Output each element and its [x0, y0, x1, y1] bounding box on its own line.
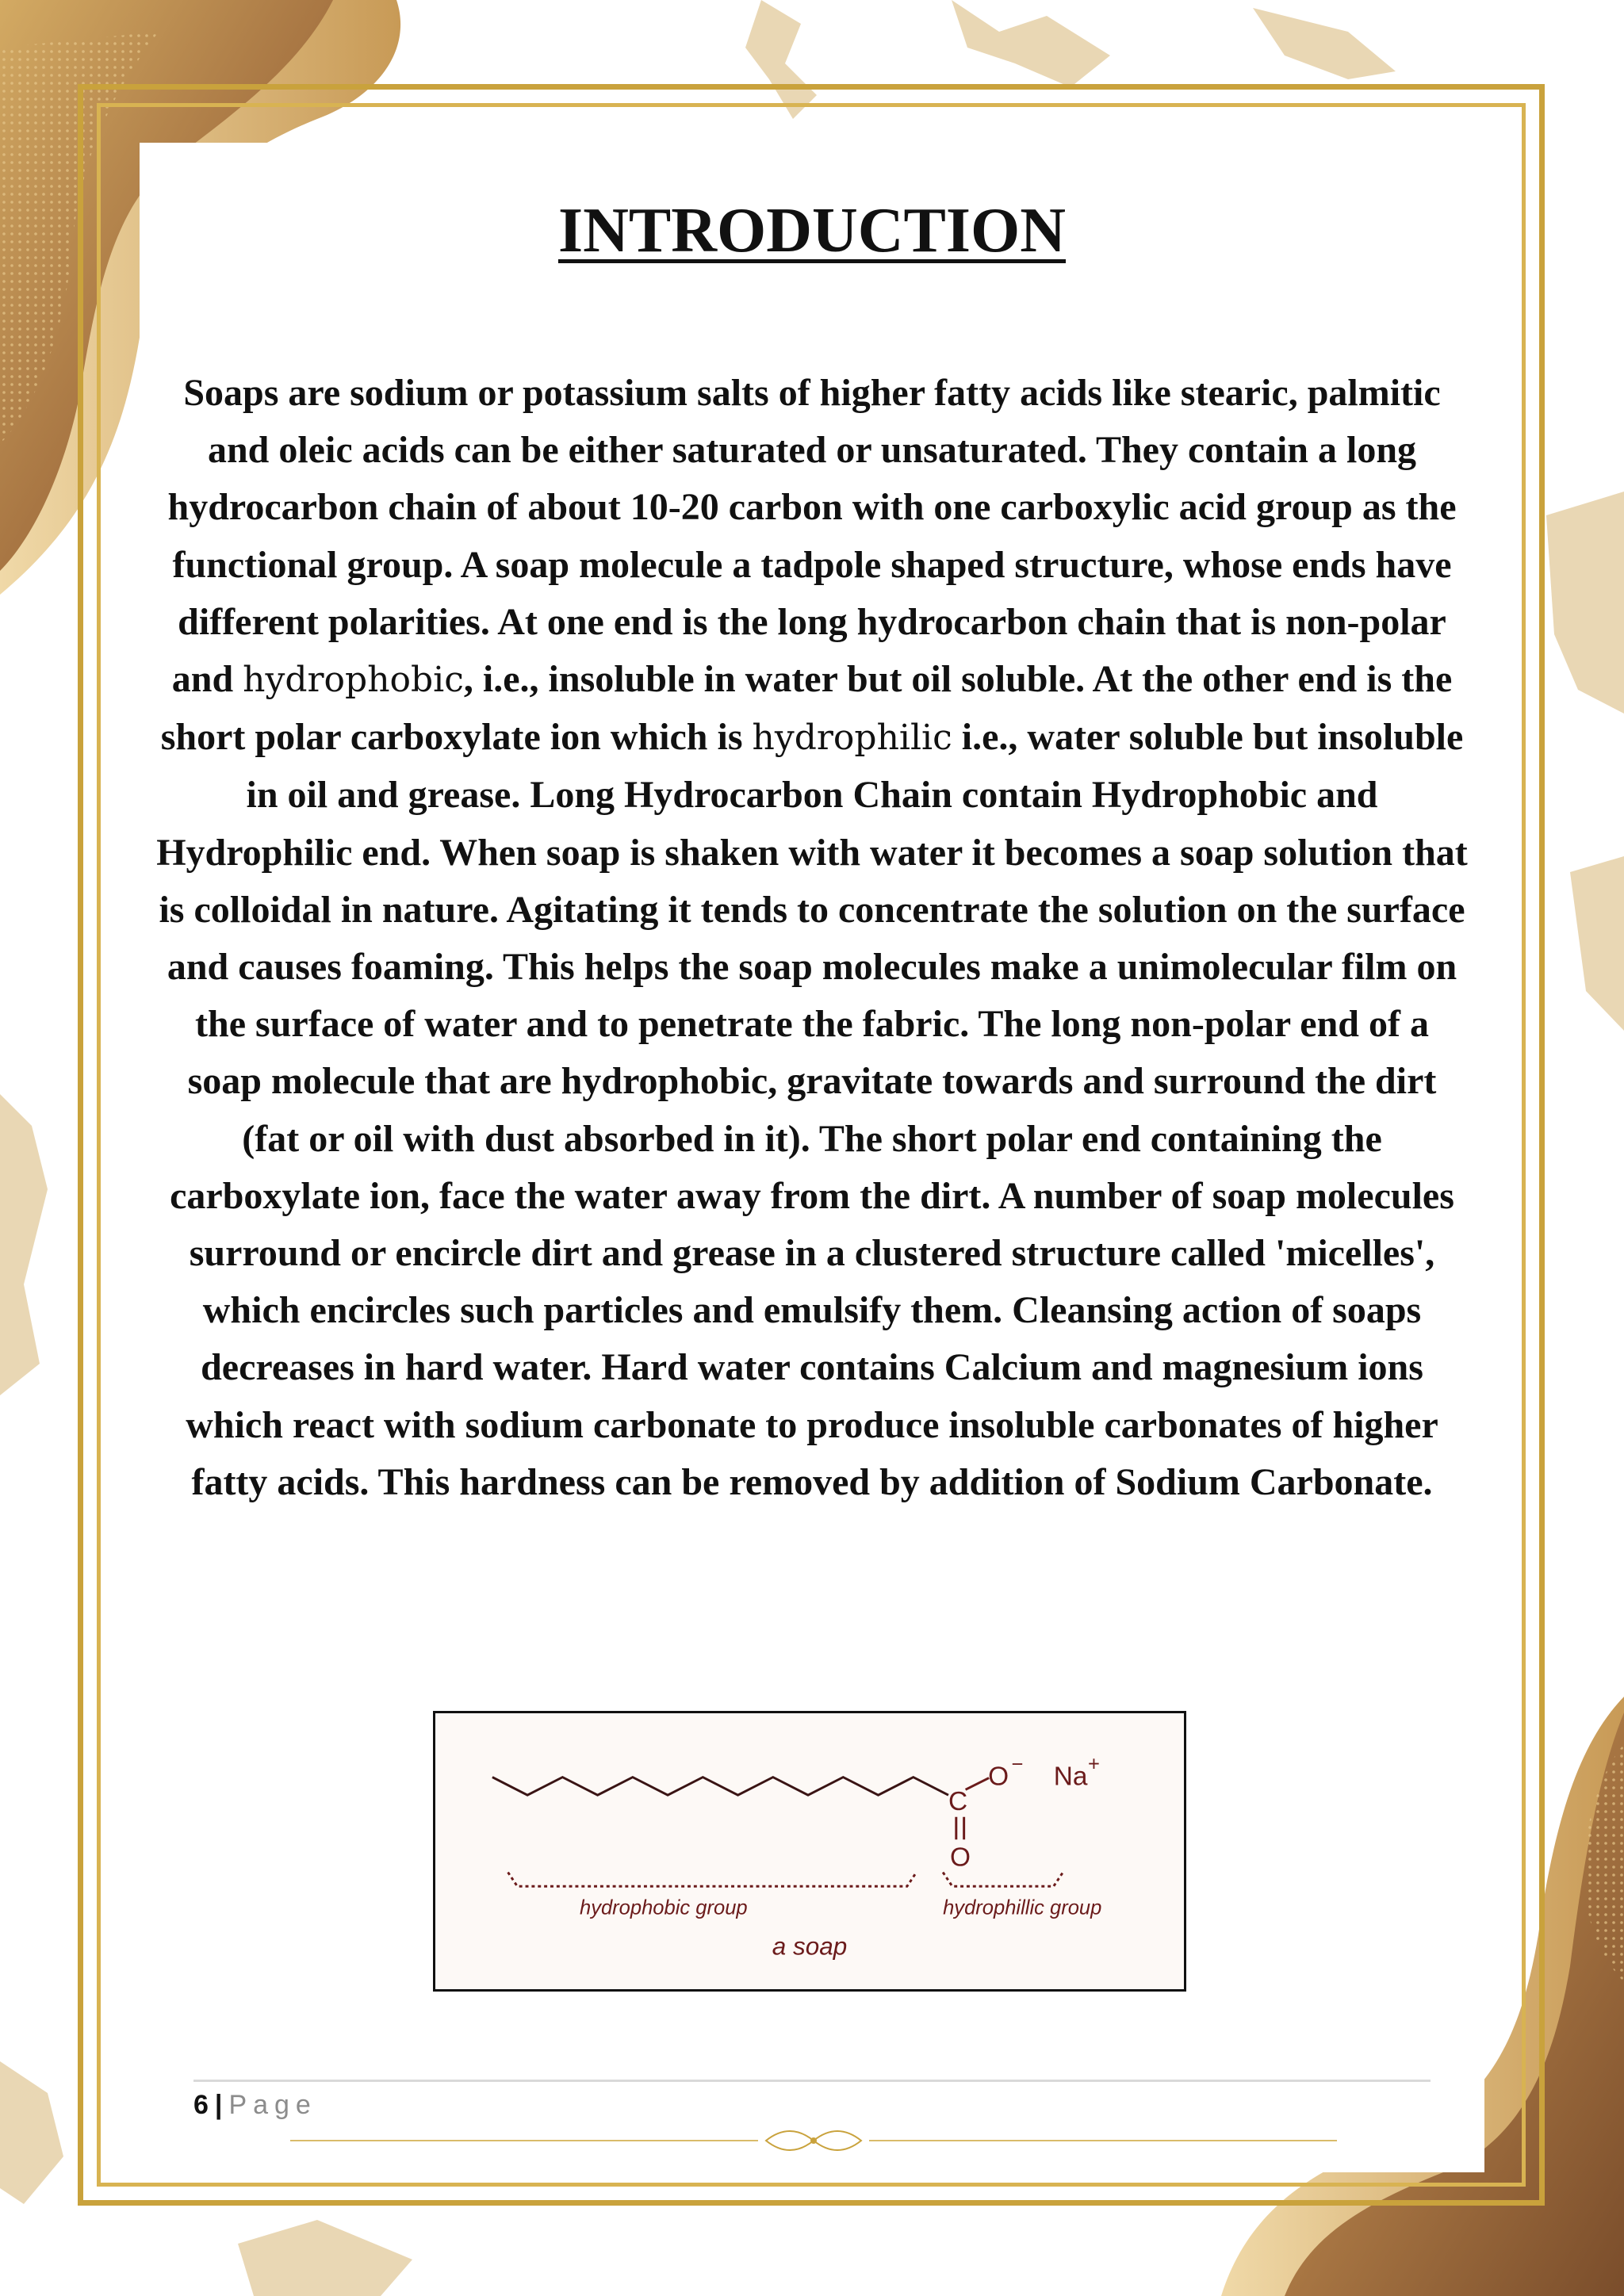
footer-ornament — [259, 2125, 1369, 2156]
negative-charge-label: − — [1011, 1753, 1024, 1776]
double-oxygen-label: O — [949, 1843, 971, 1873]
page-separator: | — [214, 2090, 223, 2120]
hydrophilic-group-label: hydrophillic group — [943, 1896, 1102, 1919]
content-area — [140, 143, 1484, 2172]
positive-charge-label: + — [1087, 1753, 1100, 1776]
page-number: 6 — [193, 2090, 209, 2120]
page-word: Page — [228, 2090, 317, 2120]
hydrophilic-group-bracket — [943, 1873, 1063, 1887]
introduction-paragraph — [155, 365, 1469, 1511]
single-oxygen-label: O — [988, 1762, 1009, 1792]
hydrocarbon-chain — [492, 1777, 948, 1796]
sodium-ion-label: Na — [1053, 1762, 1088, 1792]
hydrophobic-group-label: hydrophobic group — [580, 1896, 748, 1919]
page-title: INTRODUCTION — [557, 196, 1067, 266]
paragraph-text-part-1: Soaps are sodium or potassium salts of higher fatty acids like stearic, palmitic and oleic acids can be either saturated or unsaturated. They contain a long hydrocarbon chain of about 10-20 carbon with one carboxylic acid group as the functional group. A soap molecule a tadpole shaped structure, whose ends have different polarities. At one end is the long hydrocarbon chain that is non-polar and — [167, 372, 1457, 701]
carbon-atom-label: C — [948, 1786, 968, 1816]
soap-structure-diagram — [435, 1713, 1184, 1989]
hydrophobic-group-bracket — [508, 1873, 917, 1887]
soap-molecule-figure — [433, 1711, 1186, 1992]
page-number-footer — [193, 2090, 317, 2121]
term-hydrophilic: hydrophilic — [752, 718, 952, 759]
paragraph-text-part-3: i.e., water soluble but insoluble in oil and grease. Long Hydrocarbon Chain contain Hydrophobic and Hydrophilic end. When soap is shaken with water it becomes a soap solution that is colloidal in nature. Agitating it tends to concentrate the solution on the surface and causes foaming. This helps the soap molecules make a unimolecular film on the surface of water and to penetrate the fabric. The long non-polar end of a soap molecule that are hydrophobic, gravitate towards and surround the dirt (fat or oil with dust absorbed in it). The short polar end containing the carboxylate ion, face the water away from the dirt. A number of soap molecules surround or encircle dirt and grease in a clustered structure called 'micelles', which encircles such particles and emulsify them. Cleansing action of soaps decreases in hard water. Hard water contains Calcium and magnesium ions which react with sodium carbonate to produce insoluble carbonates of higher fatty acids. This hardness can be removed by addition of Sodium Carbonate. — [156, 716, 1468, 1503]
c-o-single-bond — [966, 1778, 989, 1790]
figure-caption: a soap — [772, 1932, 848, 1961]
term-hydrophobic: hydrophobic — [243, 660, 464, 701]
paragraph-text-part-2: , i.e., insoluble in water but oil soluble. At the other end is the short polar carboxylate ion which is — [160, 658, 1453, 759]
footer-divider — [193, 2080, 1431, 2082]
